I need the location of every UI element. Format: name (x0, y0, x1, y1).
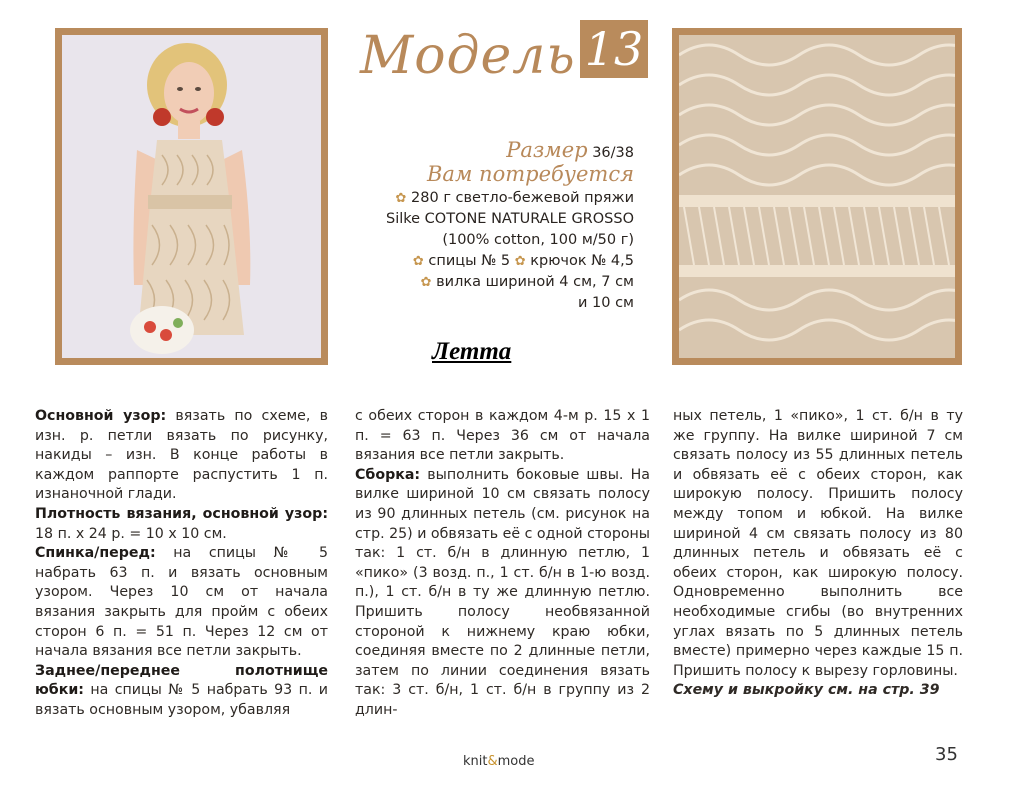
section-heading: Основной узор: (35, 408, 167, 424)
material-needles: спицы № 5 (428, 253, 511, 269)
brand-left: knit (463, 754, 488, 769)
section-text: с обеих сторон в каждом 4-м р. 15 х 1 п. = 63 п. Через 36 см от начала вязания все петли закрыть. (355, 408, 650, 464)
flower-bullet-icon: ✿ (412, 254, 424, 269)
instructions-column-2 (355, 407, 650, 721)
flower-bullet-icon: ✿ (420, 275, 432, 290)
material-hook: крючок № 4,5 (530, 253, 634, 269)
photo-caption: Летта (432, 338, 512, 365)
size-value: 36/38 (592, 145, 634, 161)
brand-right: mode (497, 754, 535, 769)
material-fork-cont: и 10 см (577, 295, 634, 311)
section-text: вязать по схеме, в изн. р. петли вязать по рисунку, накиды – изн. В конце работы в каждом раппорте распустить 1 п. изнаночной глади. (35, 408, 328, 503)
flower-bullet-icon: ✿ (514, 254, 526, 269)
material-yarn-brand: Silke COTONE NATURALE GROSSO (385, 211, 634, 227)
page-number: 35 (935, 744, 958, 765)
size-label: Размер (506, 138, 588, 162)
model-illustration (62, 35, 321, 358)
section-text: выполнить боковые швы. На вилке шириной 10 см связать полосу из 90 длинных петель (см. рисунок на стр. 25) и обвязать её с одной стороны так: 1 ст. б/н в длинную петлю, 1 «пико» (3 возд. п., 1 ст. б/н в 1-ю возд. п.), 1 ст. б/н в ту же длинную петлю. Пришить полосу необвязанной стороной к нижнему краю юбки, соединяя вместе по 2 длинные петли, затем по линии соединения вязать так: 3 ст. б/н, 1 ст. б/н в группу из 2 длин- (355, 466, 650, 718)
model-photo (55, 28, 328, 365)
materials-list (386, 140, 634, 314)
section-heading: Сборка: (355, 466, 421, 483)
stitch-closeup-photo (672, 28, 962, 365)
material-yarn: 280 г светло-бежевой пряжи (411, 190, 634, 206)
section-heading: Спинка/перед: (35, 545, 156, 562)
flower-bullet-icon: ✿ (395, 191, 407, 206)
instructions-column-1 (35, 407, 328, 721)
section-text: на спицы № 5 набрать 63 п. и вязать основным узором. Через 10 см от начала вязания закрыть для пройм с обеих сторон 6 п. = 51 п. Через 12 см от начала вязания все петли закрыть. (35, 545, 328, 660)
model-number: 13 (580, 20, 648, 78)
brand-amp: & (487, 754, 498, 769)
model-title (360, 20, 660, 90)
section-text: 18 п. х 24 р. = 10 х 10 см. (35, 525, 227, 542)
section-text: ных петель, 1 «пико», 1 ст. б/н в ту же группу. На вилке шириной 7 см связать полосу из 55 длинных петель и обвязать её с обеих сторон, как широкую полосу. Пришить полосу между топом и юбкой. На вилке шириной 4 см связать полосу из 80 длинных петель и обвязать её с обеих сторон, как широкую полосу. Одновременно выполнить все необходимые сгибы (во внутренних углах вязать по 5 длинных петель вместе) примерно через каждые 15 п. Пришить полосу к вырезу горловины. (673, 408, 963, 679)
materials-heading: Вам потребуется (427, 162, 634, 186)
section-heading: Плотность вязания, основной узор: (35, 505, 328, 522)
chart-reference-note: Схему и выкройку см. на стр. 39 (673, 682, 940, 699)
instructions-column-3 (673, 407, 963, 701)
magazine-brand (463, 754, 535, 769)
section-heading: Заднее/переднее полотнище юбки: (35, 662, 328, 699)
section-text: на спицы № 5 набрать 93 п. и вязать основным узором, убавляя (35, 682, 328, 718)
material-fork: вилка шириной 4 см, 7 см (436, 274, 634, 290)
stitch-pattern-illustration (679, 35, 955, 358)
title-script: Модель (360, 26, 576, 86)
material-yarn-composition: (100% cotton, 100 м/50 г) (442, 232, 634, 248)
